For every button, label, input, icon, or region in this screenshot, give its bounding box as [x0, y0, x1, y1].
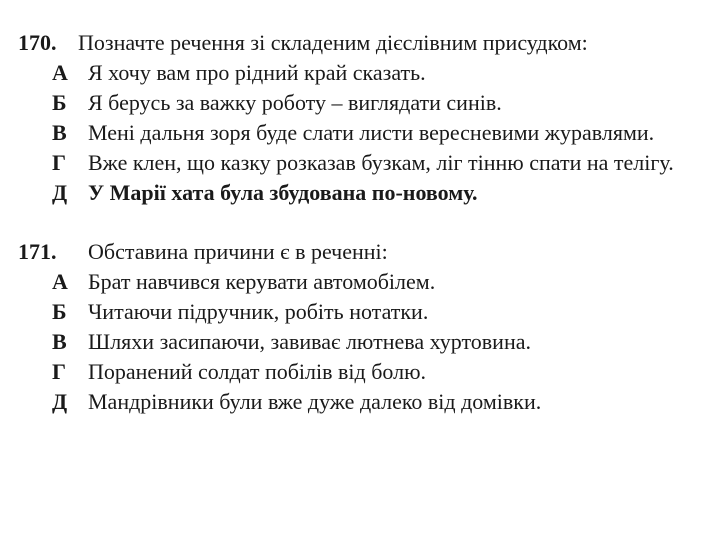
option-text: Мені дальня зоря буде слати листи вересневими журавлями. [88, 120, 655, 145]
option-letter: Г [52, 359, 66, 384]
question-number: 170. [18, 30, 57, 55]
answer-option [0, 297, 720, 327]
answer-option [0, 118, 720, 148]
option-letter: В [52, 329, 67, 354]
answer-option [0, 148, 720, 178]
option-letter: Д [52, 389, 68, 414]
option-letter: Б [52, 299, 67, 324]
option-letter: Б [52, 90, 67, 115]
question-171 [0, 237, 720, 417]
option-letter: Д [52, 180, 68, 205]
option-text: Мандрівники були вже дуже далеко від домівки. [88, 389, 542, 414]
question-header [0, 237, 720, 267]
option-text: Я хочу вам про рідний край сказать. [88, 60, 426, 85]
answer-option [0, 267, 720, 297]
question-stem: Обставина причини є в реченні: [88, 239, 388, 264]
option-text: Читаючи підручник, робіть нотатки. [88, 299, 429, 324]
answer-option [0, 58, 720, 88]
question-number: 171. [18, 239, 57, 264]
option-letter: В [52, 120, 67, 145]
answer-option [0, 357, 720, 387]
option-text: Шляхи засипаючи, завиває лютнева хуртовина. [88, 329, 531, 354]
option-text: Вже клен, що казку розказав бузкам, ліг тінню спати на телігу. [88, 150, 674, 175]
option-text: Брат навчився керувати автомобілем. [88, 269, 436, 294]
option-text: Поранений солдат побілів від болю. [88, 359, 427, 384]
answer-option [0, 88, 720, 118]
option-letter: А [52, 60, 68, 85]
question-stem: Позначте речення зі складеним дієслівним присудком: [78, 30, 588, 55]
question-header [0, 28, 720, 58]
option-letter: А [52, 269, 68, 294]
option-text: У Марії хата була збудована по-новому. [88, 180, 478, 205]
option-letter: Г [52, 150, 66, 175]
answer-option [0, 178, 720, 208]
answer-option [0, 387, 720, 417]
answer-option [0, 327, 720, 357]
question-170 [0, 28, 720, 208]
option-text: Я берусь за важку роботу – виглядати синів. [88, 90, 502, 115]
